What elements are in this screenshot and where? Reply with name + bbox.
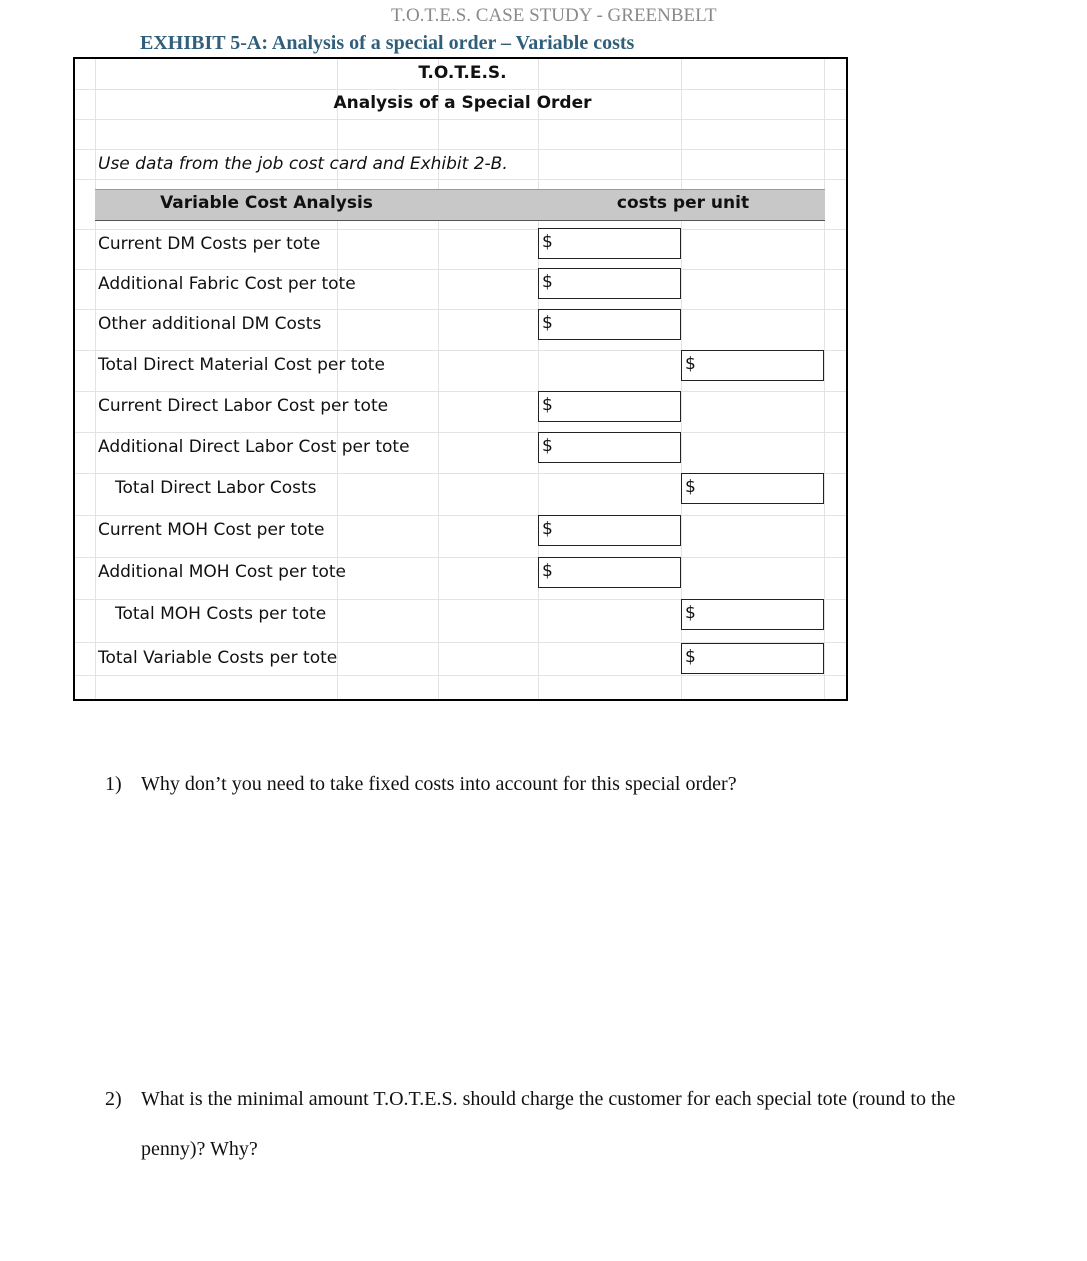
row-label-total-dm: Total Direct Material Cost per tote <box>98 355 385 375</box>
row-label-current-dl: Current Direct Labor Cost per tote <box>98 396 389 416</box>
case-study-header: T.O.T.E.S. CASE STUDY - GREENBELT <box>391 5 717 26</box>
gridline <box>75 119 846 120</box>
row-label-current-dm: Current DM Costs per tote <box>98 234 321 254</box>
currency-symbol: $ <box>542 272 553 292</box>
question-1-number: 1) <box>105 773 122 795</box>
current-dm-input[interactable] <box>538 228 681 259</box>
row-label-total-moh: Total MOH Costs per tote <box>115 604 327 624</box>
currency-symbol: $ <box>685 647 696 667</box>
row-label-additional-moh: Additional MOH Cost per tote <box>98 562 347 582</box>
currency-symbol: $ <box>542 313 553 333</box>
gridline <box>75 515 846 516</box>
row-label-total-variable: Total Variable Costs per tote <box>98 648 338 668</box>
current-moh-input[interactable] <box>538 515 681 546</box>
instruction-text: Use data from the job cost card and Exhibit 2-B. <box>98 154 508 174</box>
gridline <box>95 59 96 699</box>
question-1-text: Why don’t you need to take fixed costs into account for this special order? <box>141 773 737 795</box>
currency-symbol: $ <box>542 232 553 252</box>
gridline <box>538 59 539 699</box>
question-2-continuation: penny)? Why? <box>141 1138 258 1160</box>
gridline <box>75 149 846 150</box>
currency-symbol: $ <box>685 603 696 623</box>
row-label-additional-dl: Additional Direct Labor Cost per tote <box>98 437 410 457</box>
exhibit-title: EXHIBIT 5-A: Analysis of a special order – Variable costs <box>140 32 635 54</box>
currency-symbol: $ <box>685 477 696 497</box>
gridline <box>75 675 846 676</box>
spreadsheet-exhibit <box>73 57 848 701</box>
row-label-total-dl: Total Direct Labor Costs <box>115 478 317 498</box>
gridline <box>75 432 846 433</box>
currency-symbol: $ <box>542 395 553 415</box>
total-dm-input[interactable] <box>681 350 824 381</box>
total-dl-input[interactable] <box>681 473 824 504</box>
variable-cost-analysis-header: Variable Cost Analysis <box>160 193 373 213</box>
additional-moh-input[interactable] <box>538 557 681 588</box>
other-dm-input[interactable] <box>538 309 681 340</box>
gridline <box>75 229 846 230</box>
total-variable-input[interactable] <box>681 643 824 674</box>
gridline <box>75 309 846 310</box>
question-2-text: What is the minimal amount T.O.T.E.S. should charge the customer for each special tote (round to the <box>141 1088 956 1110</box>
question-2-number: 2) <box>105 1088 122 1110</box>
current-dl-input[interactable] <box>538 391 681 422</box>
sheet-title: Analysis of a Special Order <box>333 93 592 113</box>
row-label-additional-fabric: Additional Fabric Cost per tote <box>98 274 356 294</box>
additional-fabric-input[interactable] <box>538 268 681 299</box>
total-moh-input[interactable] <box>681 599 824 630</box>
currency-symbol: $ <box>542 519 553 539</box>
gridline <box>75 269 846 270</box>
gridline <box>75 391 846 392</box>
gridline <box>824 59 825 699</box>
currency-symbol: $ <box>542 561 553 581</box>
costs-per-unit-header: costs per unit <box>616 193 750 213</box>
gridline <box>75 89 846 90</box>
row-label-current-moh: Current MOH Cost per tote <box>98 520 325 540</box>
company-name: T.O.T.E.S. <box>418 63 507 83</box>
gridline <box>75 179 846 180</box>
currency-symbol: $ <box>685 354 696 374</box>
gridline <box>75 557 846 558</box>
row-label-other-dm: Other additional DM Costs <box>98 314 322 334</box>
additional-dl-input[interactable] <box>538 432 681 463</box>
currency-symbol: $ <box>542 436 553 456</box>
